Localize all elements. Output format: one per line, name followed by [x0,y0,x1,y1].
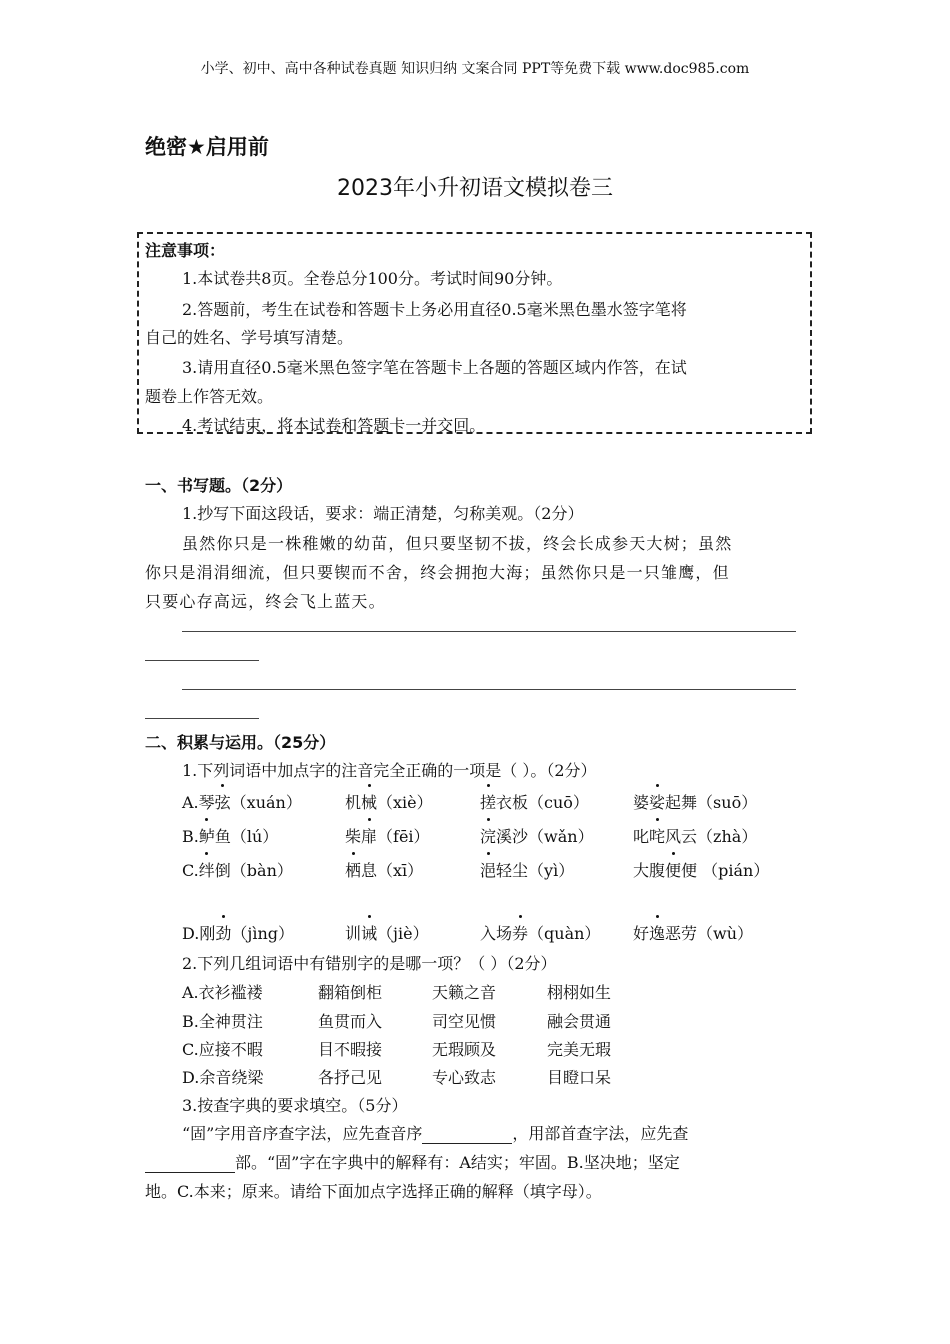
q1-option-b-word-4 [633,824,757,847]
notice-line-1: 1.本试卷共8页。全卷总分100分。考试时间90分钟。 [182,269,563,288]
notice-line-2: 2.答题前，考生在试卷和答题卡上务必用直径0.5毫米黑色墨水签字笔将 [182,300,687,319]
section2-q3: 3.按查字典的要求填空。（5分） [182,1096,408,1115]
option-label: D. [182,924,200,943]
q1-option-d-word-2 [345,921,429,944]
writing-line-2-cont[interactable] [145,718,259,719]
q3-line-1 [182,1121,688,1144]
option-word: 栩栩如生 [547,983,612,1002]
pinyin: （wù） [697,924,754,943]
option-word: 衣衫褴褛 [198,983,263,1002]
q1-option-b-word-1 [182,824,278,847]
option-word: 目不暇接 [318,1040,383,1059]
word-suffix: 便 [681,861,698,880]
dotted-character: 栖 [345,858,361,881]
dotted-character: 搓 [480,790,496,813]
option-word: 专心致志 [432,1068,497,1087]
dotted-character: 扉 [361,824,377,847]
q2-option-a-word-3 [432,980,496,1003]
dotted-character: 逸 [649,921,665,944]
section1-q1: 1.抄写下面这段话，要求：端正清楚，匀称美观。（2分） [182,504,584,523]
dotted-character: 械 [361,790,377,813]
word-suffix: 鱼 [214,827,231,846]
q1-option-c-word-3 [480,858,574,881]
section2-q1: 1.下列词语中加点字的注音完全正确的一项是（ ）。（2分） [182,761,597,780]
word-suffix: 轻尘 [496,861,529,880]
word-suffix: 衣板 [496,793,529,812]
notice-line-3: 3.请用直径0.5毫米黑色签字笔在答题卡上各题的答题区域内作答，在试 [182,358,687,377]
blank-bushou[interactable] [145,1156,235,1173]
option-label: D. [182,1068,200,1087]
pinyin: （cuō） [528,793,589,812]
option-word: 目瞪口呆 [547,1068,612,1087]
secret-label: 绝密★启用前 [145,135,269,159]
q2-option-b-word-2 [318,1009,382,1032]
pinyin: （bàn） [230,861,293,880]
notice-line-4: 4.考试结束，将本试卷和答题卡一并交回。 [182,416,486,435]
word-suffix: 风云 [665,827,698,846]
option-word: 全神贯注 [198,1012,263,1031]
section1-heading: 一、书写题。（2分） [145,476,293,495]
word-suffix: 溪沙 [496,827,529,846]
word-prefix: 刚 [199,924,216,943]
option-word: 完美无瑕 [547,1040,612,1059]
pinyin: （lú） [230,827,279,846]
dotted-character: 浥 [480,858,496,881]
word-prefix: 大腹 [633,861,666,880]
word-prefix: 入场 [480,924,513,943]
option-word: 各抒己见 [318,1068,383,1087]
q2-option-b-word-4 [547,1009,611,1032]
word-suffix: 恶劳 [665,924,698,943]
q1-option-c-word-4 [633,858,769,881]
q2-option-a-word-4 [547,980,611,1003]
dotted-character: 券 [512,921,528,944]
passage-line-3: 只要心存高远，终会飞上蓝天。 [145,592,386,611]
q2-option-c-word-1 [182,1037,263,1060]
dotted-character: 咤 [649,824,665,847]
option-label: A. [182,793,199,812]
word-prefix: 柴 [345,827,362,846]
writing-line-2[interactable] [182,689,796,690]
option-word: 司空见惯 [432,1012,497,1031]
q2-option-a-word-1 [182,980,263,1003]
word-prefix: 训 [345,924,362,943]
notice-line-2-cont: 自己的姓名、学号填写清楚。 [145,328,354,347]
pinyin: （quàn） [528,924,601,943]
word-suffix: 起舞 [665,793,698,812]
q1-option-d-word-4 [633,921,753,944]
pinyin: （zhà） [697,827,758,846]
pinyin: （xiè） [377,793,433,812]
dotted-character: 鲈 [199,824,215,847]
passage-line-2: 你只是涓涓细流，但只要锲而不舍，终会拥抱大海；虽然你只是一只雏鹰，但 [145,563,730,582]
q3-line-1-a: “固”字用音序查字法，应先查音序 [182,1124,423,1143]
option-word: 鱼贯而入 [318,1012,383,1031]
q2-option-a-word-2 [318,980,382,1003]
pinyin: （yì） [528,861,575,880]
pinyin: （xī） [377,861,424,880]
word-prefix: 好 [633,924,650,943]
word-suffix: 倒 [214,861,231,880]
q1-option-a-word-3 [480,790,589,813]
q2-option-d-word-3 [432,1065,496,1088]
word-prefix: 叱 [633,827,650,846]
writing-line-1-cont[interactable] [145,660,259,661]
option-word: 天籁之音 [432,983,497,1002]
section2-heading: 二、积累与运用。（25分） [145,733,336,752]
word-prefix: 婆 [633,793,650,812]
word-prefix: 琴 [198,793,215,812]
q2-option-b-word-1 [182,1009,263,1032]
pinyin: （jiè） [377,924,429,943]
q3-line-3: 地。C.本来；原来。请给下面加点字选择正确的解释（填字母）。 [145,1182,602,1201]
notice-heading: 注意事项： [145,241,226,260]
word-suffix: 息 [361,861,378,880]
q3-line-2-b: 部。“固”字在字典中的解释有：A结实；牢固。B.坚决地；坚定 [235,1153,680,1172]
option-label: C. [182,1040,199,1059]
dotted-character: 浣 [480,824,496,847]
section2-q2: 2.下列几组词语中有错别字的是哪一项？（ ）（2分） [182,954,557,973]
q2-option-b-word-3 [432,1009,496,1032]
q1-option-a-word-1 [182,790,302,813]
q1-option-b-word-3 [480,824,594,847]
q2-option-c-word-2 [318,1037,382,1060]
q1-option-b-word-2 [345,824,430,847]
q2-option-c-word-3 [432,1037,496,1060]
pinyin: （suō） [697,793,758,812]
dotted-character: 诫 [361,921,377,944]
site-header-banner: 小学、初中、高中各种试卷真题 知识归纳 文案合同 PPT等免费下载 www.doc985.com [200,61,750,77]
writing-line-1[interactable] [182,631,796,632]
q1-option-c-word-2 [345,858,423,881]
dotted-character: 绊 [199,858,215,881]
notice-line-3-cont: 题卷上作答无效。 [145,387,274,406]
pinyin: （wǎn） [528,827,594,846]
q1-option-c-word-1 [182,858,293,881]
dotted-character: 弦 [215,790,231,813]
q2-option-c-word-4 [547,1037,611,1060]
option-label: C. [182,861,199,880]
pinyin: （fēi） [377,827,430,846]
q1-option-d-word-3 [480,921,600,944]
q2-option-d-word-2 [318,1065,382,1088]
exam-title: 2023年小升初语文模拟卷三 [337,176,613,201]
dotted-character: 便 [665,858,681,881]
q1-option-a-word-4 [633,790,757,813]
option-word: 应接不暇 [198,1040,263,1059]
option-label: A. [182,983,199,1002]
q1-option-d-word-1 [182,921,294,944]
option-word: 余音绕梁 [199,1068,264,1087]
q2-option-d-word-4 [547,1065,611,1088]
q3-line-2 [145,1150,680,1173]
pinyin: （jìng） [231,924,295,943]
dotted-character: 劲 [215,921,231,944]
q3-line-1-b: ，用部首查字法，应先查 [512,1124,689,1143]
word-prefix: 机 [345,793,362,812]
option-word: 融会贯通 [547,1012,612,1031]
pinyin: （xuán） [230,793,302,812]
dotted-character: 娑 [649,790,665,813]
passage-line-1: 虽然你只是一株稚嫩的幼苗，但只要坚韧不拔，终会长成参天大树；虽然 [182,534,733,553]
q2-option-d-word-1 [182,1065,263,1088]
option-label: B. [182,1012,199,1031]
option-word: 无瑕顾及 [432,1040,497,1059]
blank-yinxu[interactable] [422,1127,512,1144]
option-label: B. [182,827,199,846]
pinyin: （pián） [697,861,770,880]
option-word: 翻箱倒柜 [318,983,383,1002]
q1-option-a-word-2 [345,790,433,813]
